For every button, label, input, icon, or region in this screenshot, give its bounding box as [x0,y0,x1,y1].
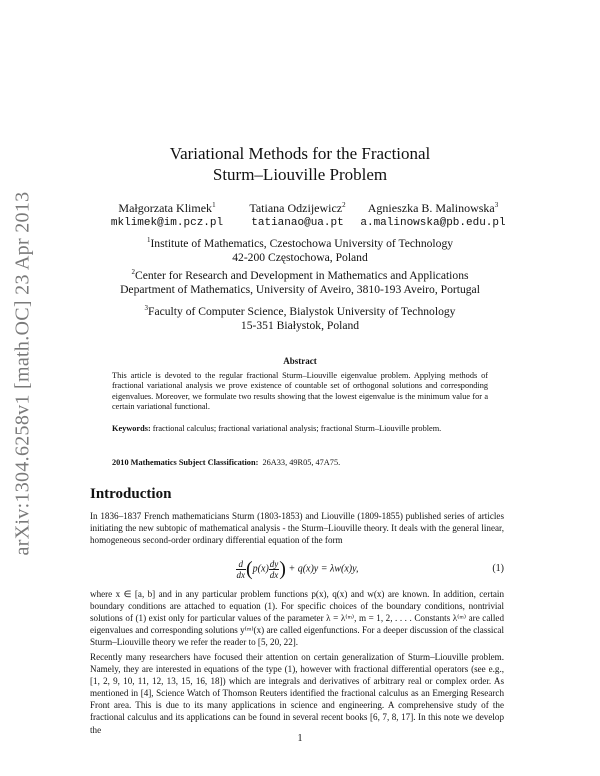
section-heading-introduction: Introduction [90,486,172,502]
author-email: a.malinowska@pb.edu.pl [360,217,506,229]
author-sup: 3 [494,201,499,209]
title-line-2: Sturm–Liouville Problem [212,165,388,184]
affiliation-sup: 2 [131,268,135,277]
author-name: Tatiana Odzijewicz [249,201,343,215]
equation-number: (1) [492,563,504,574]
keywords-text: fractional calculus; fractional variational analysis; fractional Sturm–Liouville problem. [152,424,442,433]
affiliation-line-1: Faculty of Computer Science, Bialystok University of Technology [148,305,456,318]
author-email: tatianao@ua.pt [251,217,344,229]
msc-codes: 26A33, 49R05, 47A75. [262,458,341,467]
affiliation-3 [60,305,540,333]
equation-d-dx: $\frac{d}{dx}$ [236,558,245,580]
author-name: Agnieszka B. Malinowska [367,201,495,215]
arxiv-sidebar-stamp [8,178,38,568]
author-2 [235,201,360,230]
page-number: 1 [297,733,303,744]
equation-dy-dx: $\frac{dy}{dx}$ [269,558,279,580]
keywords [112,424,488,434]
author-1 [102,201,232,230]
intro-paragraph-1: In 1836–1837 French mathematicians Sturm (1803-1853) and Liouville (1809-1855) published series of articles initiating the new subtopic of mathematical analysis - the Sturm–Liouville theory. It deals with the general linear, homogeneous second-order ordinary differential equation of the form [90,511,504,546]
author-sup: 1 [212,201,216,209]
keywords-label: Keywords: [112,424,151,433]
affiliation-line-2: 42-200 Częstochowa, Poland [232,251,368,264]
affiliation-2 [60,269,540,297]
msc-label: 2010 Mathematics Subject Classification: [112,458,259,467]
affiliation-line-1: Center for Research and Development in Mathematics and Applications [134,269,469,282]
affiliation-line-2: Department of Mathematics, University of Aveiro, 3810-193 Aveiro, Portugal [120,283,480,296]
author-name: Małgorzata Klimek [118,201,213,215]
equation-1 [90,555,504,585]
equation-p-of-x: p(x) [252,563,269,575]
intro-paragraph-2: where x ∈ [a, b] and in any particular problem functions p(x), q(x) and w(x) are known. In addition, certain boundary conditions are attached to equation (1). For specific choices of the boundary conditions, nontrivial solutions of (1) exist only for particular values of the parameter λ = λ⁽ᵐ⁾, m = 1, 2, . . . . Constants λ⁽ᵐ⁾ are called eigenvalues and corresponding solutions y⁽ᵐ⁾(x) are called eigenfunctions. For a deeper discussion of the classical Sturm–Liouville theory we refer the reader to [5, 20, 22]. [90,589,504,648]
intro-paragraph-3: Recently many researchers have focused their attention on certain generalization of Sturm–Liouville problem. Namely, they are interested in equations of the type (1), however with fractional differential operators (see e.g., [1, 2, 9, 10, 11, 12, 13, 15, 16, 18]) which are integrals and derivatives of arbitrary real or complex order. As mentioned in [4], Science Watch of Thomson Reuters identified the fractional calculus as an Emerging Research Front area. This is due to its many applications in science and engineering. A comprehensive study of the fractional calculus and its applications can be found in several recent books [6, 7, 8, 17]. In this note we develop the [90,652,504,735]
arxiv-identifier: arXiv:1304.6258v1 [math.OC] 23 Apr 2013 [11,191,34,555]
author-email: mklimek@im.pcz.pl [110,217,224,229]
author-sup: 2 [342,201,346,209]
abstract-heading: Abstract [283,356,317,366]
affiliation-1 [60,237,540,265]
equation-body: $\frac{d}{dx}$ (p(x) $\frac{dy}{dx}$ ) + q(x)y = λw(x)y, [236,558,359,580]
affiliation-line-2: 15-351 Białystok, Poland [240,319,360,332]
title-line-1: Variational Methods for the Fractional [169,144,431,163]
equation-rest: + q(x)y = λw(x)y, [288,563,359,575]
paper-title [90,143,510,185]
author-3 [352,201,514,230]
abstract-text: This article is devoted to the regular fractional Sturm–Liouville eigenvalue problem. Applying methods of fractional variational analysis we prove existence of countable set of orthogonal solutions and corresponding eigenvalues. Moreover, we formulate two results showing that the lowest eigenvalue is the minimum value for a certain variational functional. [112,371,488,412]
affiliation-line-1: Institute of Mathematics, Czestochowa University of Technology [150,237,454,250]
msc-classification [112,458,488,468]
affiliation-sup: 1 [146,236,151,245]
affiliation-sup: 3 [144,304,149,313]
